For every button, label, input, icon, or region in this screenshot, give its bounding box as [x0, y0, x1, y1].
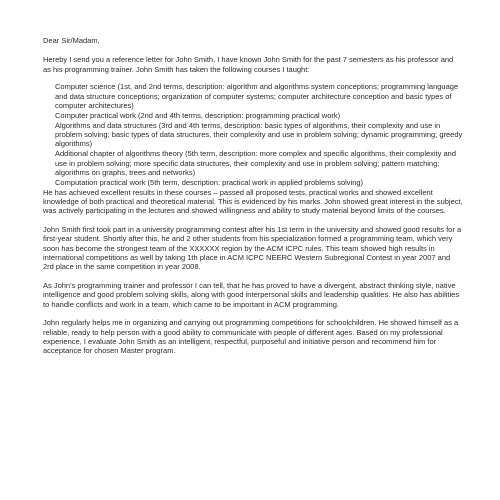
course-item: Additional chapter of algorithms theory (5th term, description: more complex and specific algorithms, their complexity and use in problem solving; more specific data structures, their complexity and use in problem solving; pattern matching; algorithms on graphs, trees and networks)	[55, 149, 457, 178]
course-item: Computer science (1st, and 2nd terms, description: algorithm and algorithms system conceptions; programming language and data structure conceptions; organization of computer systems; computer architecture conception and basic types of computer architectures)	[55, 82, 459, 111]
letter-intro: Hereby I send you a reference letter for John Smith. I have known John Smith for the past 7 semesters as his professor and as his programming trainer. John Smith has taken the following courses I taught:	[43, 55, 454, 74]
paragraph-contest: John Smith first took part in a university programming contest after his 1st term in the university and showed good results for a first-year student. Shortly after this, he and 2 other students from his specialization formed a programming team, which very soon has become the strongest team of the XXXXXX region by the ACM ICPC rules. This team showed high results in international competitions as well by taking 1th place in ACM ICPC NEERC Western Subregional Contest in year 2007 and 2rd place in the same competition in year 2008.	[43, 224, 462, 272]
letter-greeting: Dear Sir/Madam,	[43, 36, 100, 45]
course-list	[43, 82, 463, 187]
course-item: Algorithms and data structures (3rd and 4th terms, description: basic types of algorithms, their complexity and use in problem solving; basic types of data structures, their complexity and use in problem solving; dynamic programming; greedy algorithms)	[55, 120, 463, 149]
paragraph-trainer: As John's programming trainer and professor I can tell, that he has proved to have a divergent, abstract thinking style, native intelligence and good problem solving skills, along with good interpersonal skills and leadership qualities. He also has abilities to handle conflicts and work in a team, which came to be important in ACM programming.	[43, 280, 460, 309]
paragraph-results: He has achieved excellent results in these courses – passed all proposed tests, practical works and showed excellent knowledge of both practical and theoretical material. This is evidenced by his marks. John showed great interest in the subject, was actively participating in the lectures and showed willingness and ability to study material beyond limits of the courses.	[43, 187, 463, 216]
course-item: Computation practical work (5th term, description: practical work in applied problems solving)	[55, 177, 364, 187]
course-item: Computer practical work (2nd and 4th terms, description: programming practical work)	[55, 110, 341, 120]
paragraph-recommend: John regularly helps me in organizing and carrying out programming competitions for schoolchildren. He showed himself as a reliable, ready to help person with a good ability to communicate with people of different ages. Based on my professional experience, I evaluate John Smith as an intelligent, respectful, purposeful and initiative person and recommend him for acceptance for chosen Master program.	[43, 318, 459, 356]
reference-letter	[43, 36, 463, 365]
